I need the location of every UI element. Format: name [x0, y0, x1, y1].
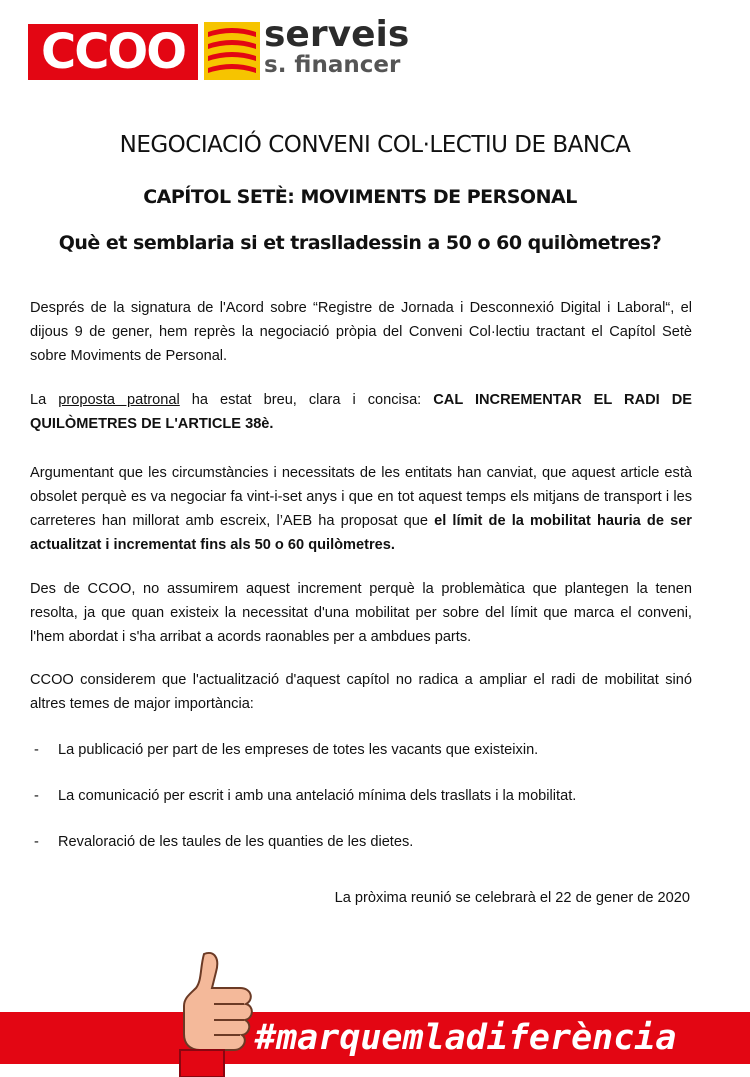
senyera-flag-icon — [204, 22, 260, 80]
bullet-text: Revaloració de les taules de les quanties de les dietes. — [58, 834, 414, 850]
thumbs-up-icon — [170, 948, 260, 1077]
paragraph-3-bold: el límit de la mobilitat hauria de ser actualitzat i incrementat fins als 50 o 60 quilòmetres. — [30, 513, 692, 553]
paragraph-5: CCOO considerem que l'actualització d'aquest capítol no radica a ampliar el radi de mobilitat sinó altres temes de major importància: — [30, 672, 692, 712]
paragraph-2-bold: CAL INCREMENTAR EL RADI DE QUILÒMETRES DE L'ARTICLE 38è. — [30, 392, 692, 432]
logo-financer-text: s. financer — [264, 52, 401, 78]
bullet-text: La publicació per part de les empreses de totes les vacants que existeixin. — [58, 742, 539, 758]
ccoo-logo: CCOO — [28, 24, 198, 80]
footer-hashtag: #marquemladiferència — [255, 1018, 677, 1058]
bullet-text: La comunicació per escrit i amb una antelació mínima dels trasllats i la mobilitat. — [58, 788, 577, 804]
paragraph-4: Des de CCOO, no assumirem aquest increment perquè la problemàtica que plantegen la tenen resolta, ja que quan existeix la necessitat d'una mobilitat per sobre del límit que marca el conveni, l'hem abordat i s'ha arribat a acords raonables per a ambdues parts. — [30, 581, 692, 645]
paragraph-2-text-b: ha estat breu, clara i concisa: — [179, 392, 434, 408]
paragraph-2 — [30, 388, 692, 436]
proposta-patronal-link: proposta patronal — [58, 392, 180, 408]
header-logo — [28, 14, 428, 80]
next-meeting-note: La pròxima reunió se celebrarà el 22 de gener de 2020 — [334, 890, 690, 906]
paragraph-1: Després de la signatura de l'Acord sobre “Registre de Jornada i Desconnexió Digital i Laboral“, el dijous 9 de gener, hem reprès la negociació pròpia del Conveni Col·lectiu tractant el Capítol Setè sobre Moviments de Personal. — [30, 300, 692, 364]
document-title: NEGOCIACIÓ CONVENI COL·LECTIU DE BANCA — [119, 132, 631, 158]
paragraph-3-text: Argumentant que les circumstàncies i necessitats de les entitats han canviat, que aquest article està obsolet perquè es va negociar fa vint-i-set anys i que en tot aquest temps els mitjans de transport i les carreteres han millorat amb escreix, l’AEB ha proposat que — [30, 465, 692, 529]
paragraph-3 — [30, 461, 692, 557]
bullet-dash: - — [34, 788, 39, 804]
document-subtitle: CAPÍTOL SETÈ: MOVIMENTS DE PERSONAL — [143, 186, 577, 208]
paragraph-2-text-a: La — [30, 392, 59, 408]
bullet-dash: - — [34, 742, 39, 758]
bullet-dash: - — [34, 834, 39, 850]
document-question: Què et semblaria si et traslladessin a 50 o 60 quilòmetres? — [58, 232, 662, 254]
logo-serveis-text: serveis — [264, 14, 410, 55]
